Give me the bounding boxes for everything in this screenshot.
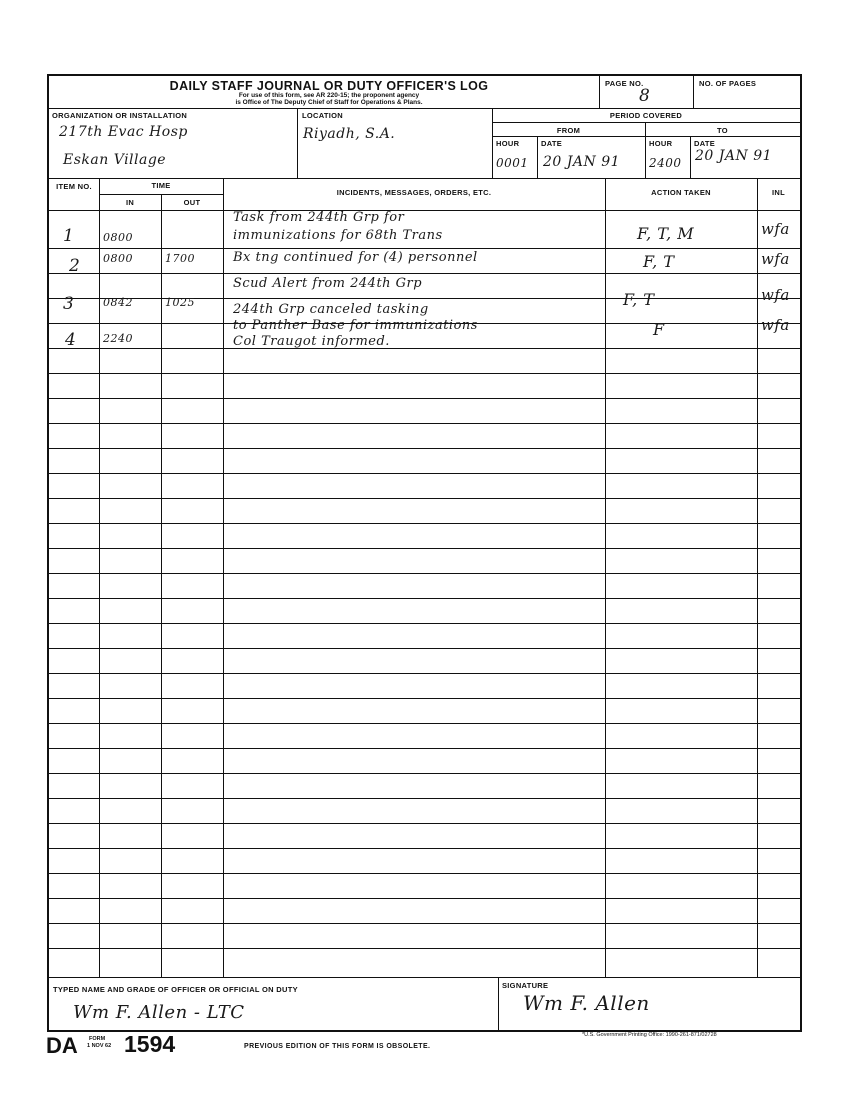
item-no-header: ITEM NO. xyxy=(56,182,92,191)
gpo-note: *U.S. Government Printing Office: 1990-261-871/02728 xyxy=(582,1032,717,1038)
entry-4-action[interactable]: F xyxy=(653,320,665,339)
previous-edition-note: PREVIOUS EDITION OF THIS FORM IS OBSOLETE. xyxy=(244,1043,431,1050)
form-date: 1 NOV 62 xyxy=(87,1043,112,1049)
to-label: TO xyxy=(717,126,728,135)
incidents-header: INCIDENTS, MESSAGES, ORDERS, ETC. xyxy=(336,188,492,197)
entry-3-line1[interactable]: Scud Alert from 244th Grp xyxy=(233,276,423,291)
entry-3-out[interactable]: 1025 xyxy=(165,296,195,309)
entry-1-action[interactable]: F, T, M xyxy=(637,224,695,243)
form-subtitle-1: For use of this form, see AR 220-15; the proponent agency xyxy=(238,92,420,99)
organization-line2[interactable]: Eskan Village xyxy=(63,152,167,168)
to-date-label: DATE xyxy=(694,139,716,148)
entry-3-item[interactable]: 3 xyxy=(63,294,75,314)
time-header: TIME xyxy=(151,181,171,190)
entry-1-in[interactable]: 0800 xyxy=(103,231,133,244)
location-label: LOCATION xyxy=(302,111,344,120)
entry-4-line3[interactable]: Col Traugot informed. xyxy=(233,334,390,349)
entry-4-item[interactable]: 4 xyxy=(65,330,77,350)
page-no-value[interactable]: 8 xyxy=(639,86,651,106)
from-date-value[interactable]: 20 JAN 91 xyxy=(543,154,621,170)
entry-4-in[interactable]: 2240 xyxy=(103,332,133,345)
entry-1-inl[interactable]: wfa xyxy=(761,220,790,238)
form-subtitle-2: is Office of The Deputy Chief of Staff for Operations & Plans. xyxy=(235,99,423,106)
entry-4-line1[interactable]: 244th Grp canceled tasking xyxy=(233,302,429,317)
form-title: DAILY STAFF JOURNAL OR DUTY OFFICER'S LOG xyxy=(169,79,489,93)
entry-2-inl[interactable]: wfa xyxy=(761,250,790,268)
entry-2-in[interactable]: 0800 xyxy=(103,252,133,265)
entry-1-line2[interactable]: immunizations for 68th Trans xyxy=(233,228,443,243)
form-number: 1594 xyxy=(124,1031,176,1057)
to-date-value[interactable]: 20 JAN 91 xyxy=(695,148,773,164)
location-value[interactable]: Riyadh, S.A. xyxy=(303,126,396,142)
entry-3-in[interactable]: 0842 xyxy=(103,296,133,309)
organization-label: ORGANIZATION OR INSTALLATION xyxy=(52,111,188,120)
action-taken-header: ACTION TAKEN xyxy=(651,188,711,197)
inl-header: INL xyxy=(772,188,785,197)
journal-form xyxy=(47,74,802,1032)
period-covered-label: PERIOD COVERED xyxy=(609,111,683,120)
signature-value[interactable]: Wm F. Allen xyxy=(523,991,650,1015)
from-hour-label: HOUR xyxy=(496,139,520,148)
to-hour-value[interactable]: 2400 xyxy=(649,156,682,170)
entry-4-line2[interactable]: to Panther Base for immunizations xyxy=(233,318,478,333)
from-date-label: DATE xyxy=(541,139,563,148)
no-of-pages-label: NO. OF PAGES xyxy=(699,79,757,88)
entry-2-out[interactable]: 1700 xyxy=(165,252,195,265)
organization-line1[interactable]: 217th Evac Hosp xyxy=(59,124,188,140)
to-hour-label: HOUR xyxy=(649,139,673,148)
entry-2-action[interactable]: F, T xyxy=(643,252,675,271)
entry-2-line1[interactable]: Bx tng continued for (4) personnel xyxy=(233,250,478,265)
out-header: OUT xyxy=(183,198,201,207)
form-label: FORM xyxy=(89,1036,106,1042)
typed-name-value[interactable]: Wm F. Allen - LTC xyxy=(73,1002,245,1023)
in-header: IN xyxy=(125,198,135,207)
page-no-label: PAGE NO. xyxy=(605,79,644,88)
typed-name-label: TYPED NAME AND GRADE OF OFFICER OR OFFICIAL ON DUTY xyxy=(53,985,298,994)
from-label: FROM xyxy=(556,126,581,135)
entry-4-inl[interactable]: wfa xyxy=(761,316,790,334)
signature-label: SIGNATURE xyxy=(502,981,549,990)
entry-2-item[interactable]: 2 xyxy=(69,256,81,276)
entry-3-action[interactable]: F, T xyxy=(623,290,655,309)
da-label: DA xyxy=(46,1033,78,1058)
entry-3-inl[interactable]: wfa xyxy=(761,286,790,304)
entry-1-item[interactable]: 1 xyxy=(63,226,75,246)
entry-1-line1[interactable]: Task from 244th Grp for xyxy=(233,210,405,225)
from-hour-value[interactable]: 0001 xyxy=(496,156,529,170)
